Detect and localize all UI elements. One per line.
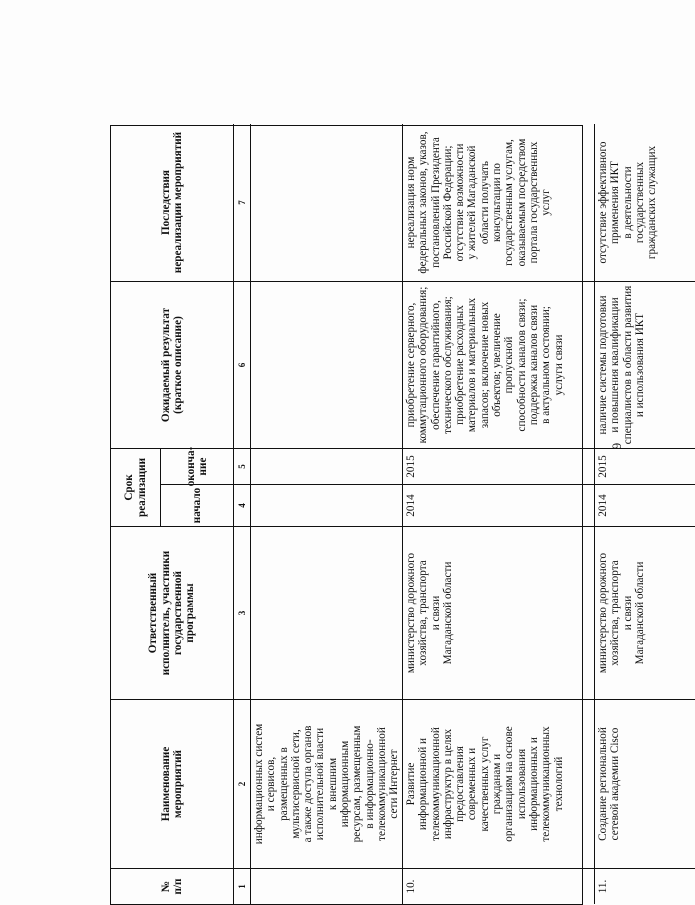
table-row-result: наличие системы подготовки и повышения квалификации специалистов в области развития и использования ИКТ (595, 281, 695, 448)
header-start: начало (161, 484, 234, 526)
table-row-end: 2015 (595, 448, 695, 484)
table-row-num: 11. (595, 868, 695, 904)
table-row-num: 10. (403, 868, 595, 904)
col-number: 4 (234, 484, 251, 526)
col-number: 2 (234, 699, 251, 868)
col-number: 6 (234, 281, 251, 448)
table-row-consequences (251, 124, 403, 281)
table-row-end: 2015 (403, 448, 595, 484)
header-executor: Ответственный исполнитель, участники государственной программы (111, 526, 234, 699)
table-row-executor: министерство дорожного хозяйства, транспорта и связи Магаданской области (595, 526, 695, 699)
table-row-num (251, 868, 403, 904)
header-consequences: Последствия нереализации мероприятий (111, 124, 234, 281)
col-number: 7 (234, 124, 251, 281)
header-term: Срок реализации (111, 448, 161, 526)
table-row-executor (251, 526, 403, 699)
col-number: 5 (234, 448, 251, 484)
table-row-result (251, 281, 403, 448)
header-end: оконча- ние (161, 448, 234, 484)
page-number: 6 (609, 442, 625, 450)
table-row-result: приобретение серверного, коммутационного оборудования; обеспечение гарантийного, технического обслуживания; приобретение расходных материалов и материальных запасов; включение новых объектов; увеличение пропускной способности каналов связи; поддержка каналов связи в актуальном состоянии; услуги связи (403, 281, 595, 448)
table-row-executor: министерство дорожного хозяйства, транспорта и связи Магаданской области (403, 526, 595, 699)
table-row-name: Развитие информационной и телекоммуникационной инфраструктур в целях предоставления современных и качественных услуг гражданам и организациям на основе использования информационных и телекоммуникационных технологий (403, 699, 595, 868)
table-row-start: 2014 (595, 484, 695, 526)
table-row-consequences: нереализация норм федеральных законов, указов, постановлений Президента Российской Федерации; отсутствие возможности у жителей Магаданской области получать консультации по государственным услугам, оказываемым посредством портала государственных услуг (403, 124, 595, 281)
col-number: 3 (234, 526, 251, 699)
table-row-name: Создание региональной сетевой академии Cisco (595, 699, 695, 868)
table-row-name: информационных систем и сервисов, размещенных в мультисервисной сети, а также доступа органов исполнительной власти к внешним информационным ресурсам, размещенным в информационно- телекоммуникационной сети Интернет (251, 699, 403, 868)
col-number: 1 (234, 868, 251, 904)
table-row-end (251, 448, 403, 484)
header-num: № п/п (111, 868, 234, 904)
table-row-start (251, 484, 403, 526)
header-name: Наименование мероприятий (111, 699, 234, 868)
header-result: Ожидаемый результат (краткое описание) (111, 281, 234, 448)
measures-table (110, 125, 659, 905)
table-row-start: 2014 (403, 484, 595, 526)
table-row-consequences: отсутствие эффективного применения ИКТ в деятельности государственных гражданских служащих (597, 141, 659, 264)
